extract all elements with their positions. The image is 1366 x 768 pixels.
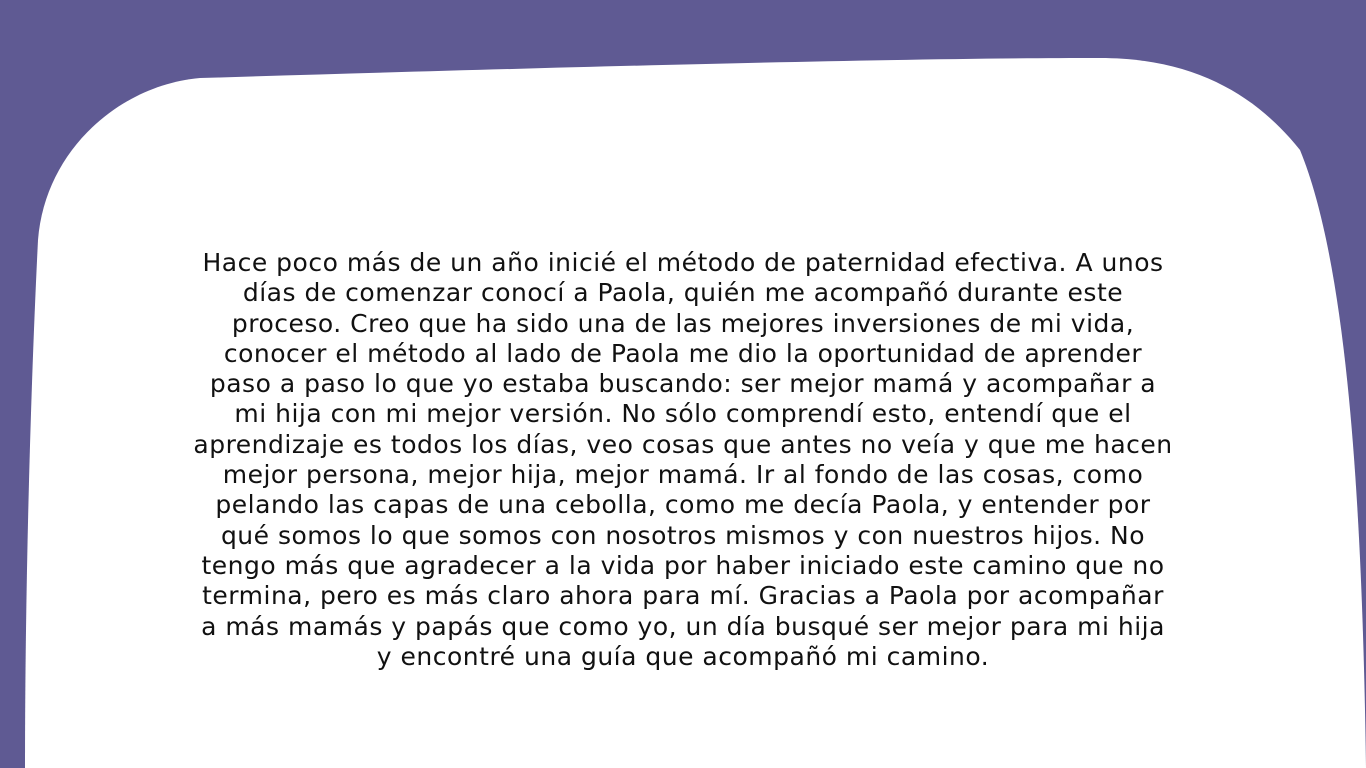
testimonial-line: días de comenzar conocí a Paola, quién me acompañó durante este xyxy=(242,278,1124,308)
testimonial-text xyxy=(140,248,1226,672)
testimonial-line: proceso. Creo que ha sido una de las mejores inversiones de mi vida, xyxy=(231,308,1135,338)
testimonial-line: pelando las capas de una cebolla, como me decía Paola, y entender por xyxy=(215,490,1151,520)
testimonial-line: qué somos lo que somos con nosotros mismos y con nuestros hijos. No xyxy=(220,520,1146,550)
testimonial-line: mejor persona, mejor hija, mejor mamá. Ir al fondo de las cosas, como xyxy=(222,460,1144,490)
testimonial-line: termina, pero es más claro ahora para mí. Gracias a Paola por acompañar xyxy=(202,581,1164,611)
testimonial-line: aprendizaje es todos los días, veo cosas que antes no veía y que me hacen xyxy=(193,429,1173,459)
testimonial-line: Hace poco más de un año inicié el método de paternidad efectiva. A unos xyxy=(202,248,1164,277)
testimonial-line: tengo más que agradecer a la vida por haber iniciado este camino que no xyxy=(201,550,1165,580)
testimonial-line: paso a paso lo que yo estaba buscando: ser mejor mamá y acompañar a xyxy=(209,369,1157,399)
testimonial-line: y encontré una guía que acompañó mi camino. xyxy=(376,641,990,671)
testimonial-line: conocer el método al lado de Paola me dio la oportunidad de aprender xyxy=(223,338,1143,368)
testimonial-line: mi hija con mi mejor versión. No sólo comprendí esto, entendí que el xyxy=(234,399,1132,429)
testimonial-line: a más mamás y papás que como yo, un día busqué ser mejor para mi hija xyxy=(201,611,1165,641)
